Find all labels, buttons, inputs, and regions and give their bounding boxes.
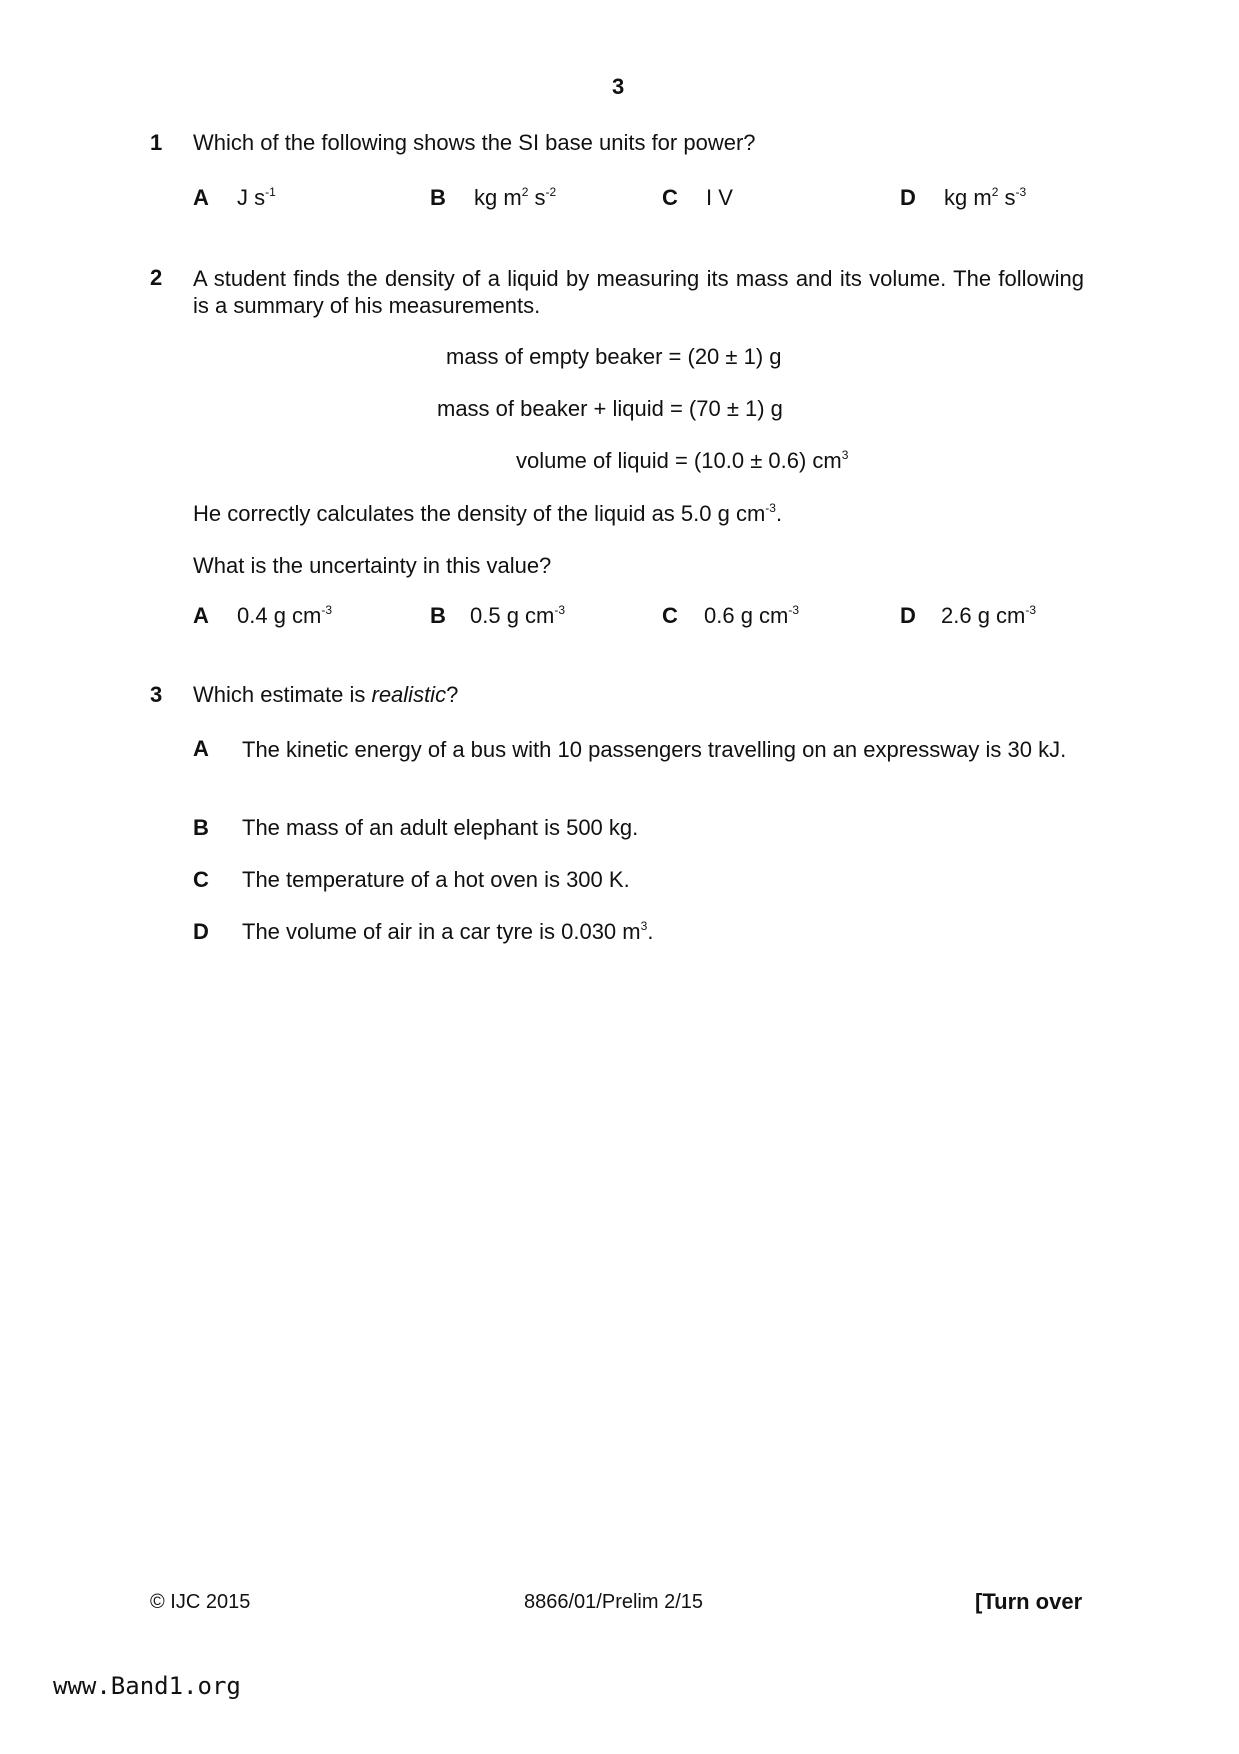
q3-option-d-letter: D — [193, 919, 209, 944]
q1-option-a-text: J $s^{-1}$ — [237, 184, 276, 210]
question-3-text: Which estimate is realistic? — [193, 682, 459, 707]
question-2-number: 2 — [150, 265, 163, 290]
q1-option-c-letter: C — [662, 185, 678, 210]
q2-ask: What is the uncertainty in this value? — [193, 553, 552, 578]
q3-option-c-letter: C — [193, 867, 209, 892]
q2-option-a-text: 0.4 g $cm^{-3}$ — [237, 602, 333, 628]
question-2-intro: A student finds the density of a liquid by measuring its mass and its volume. The following is a summary of his measurements. — [193, 266, 1084, 318]
q1-option-c-text: I V — [706, 185, 733, 210]
q1-option-a-letter: A — [193, 185, 209, 210]
q3-option-c-text: The temperature of a hot oven is 300 K. — [242, 867, 630, 892]
q1-option-b-text: kg $m^2$ $s^{-2}$ — [474, 184, 557, 210]
footer-copyright: © IJC 2015 — [150, 1591, 251, 1613]
q2-option-b-letter: B — [430, 603, 446, 628]
footer-paper-code: 8866/01/Prelim 2/15 — [524, 1591, 704, 1613]
q1-option-d-letter: D — [900, 185, 916, 210]
q2-option-c-letter: C — [662, 603, 678, 628]
q2-measurement-2: mass of beaker + liquid = (70 ± 1) g — [437, 396, 783, 421]
q1-option-b-letter: B — [430, 185, 446, 210]
watermark-url: www.Band1.org — [53, 1672, 241, 1700]
q2-option-d-text: 2.6 g $cm^{-3}$ — [941, 602, 1037, 628]
question-1-text: Which of the following shows the SI base units for power? — [193, 130, 756, 155]
q3-option-a-text: The kinetic energy of a bus with 10 passengers travelling on an expressway is 30 kJ. — [242, 737, 1067, 762]
question-1-number: 1 — [150, 130, 163, 155]
footer-turn-over: [Turn over — [975, 1589, 1083, 1614]
q2-measurement-1: mass of empty beaker = (20 ± 1) g — [446, 344, 782, 369]
q2-option-c-text: 0.6 g $cm^{-3}$ — [704, 602, 800, 628]
q2-option-b-text: 0.5 g $cm^{-3}$ — [470, 602, 566, 628]
q3-option-a-letter: A — [193, 736, 209, 761]
q3-option-d-text: The volume of air in a car tyre is 0.030 $m^3$. — [242, 918, 654, 944]
page-number: 3 — [612, 74, 625, 99]
q3-option-b-text: The mass of an adult elephant is 500 kg. — [242, 815, 639, 840]
q2-option-d-letter: D — [900, 603, 916, 628]
q2-measurement-3: volume of liquid = (10.0 ± 0.6) $cm^3$ — [516, 447, 849, 473]
q2-option-a-letter: A — [193, 603, 209, 628]
q1-option-d-text: kg $m^2$ $s^{-3}$ — [944, 184, 1027, 210]
q2-calculation: He correctly calculates the density of the liquid as 5.0 g $cm^{-3}$. — [193, 500, 783, 526]
question-3-number: 3 — [150, 682, 163, 707]
q3-option-b-letter: B — [193, 815, 209, 840]
